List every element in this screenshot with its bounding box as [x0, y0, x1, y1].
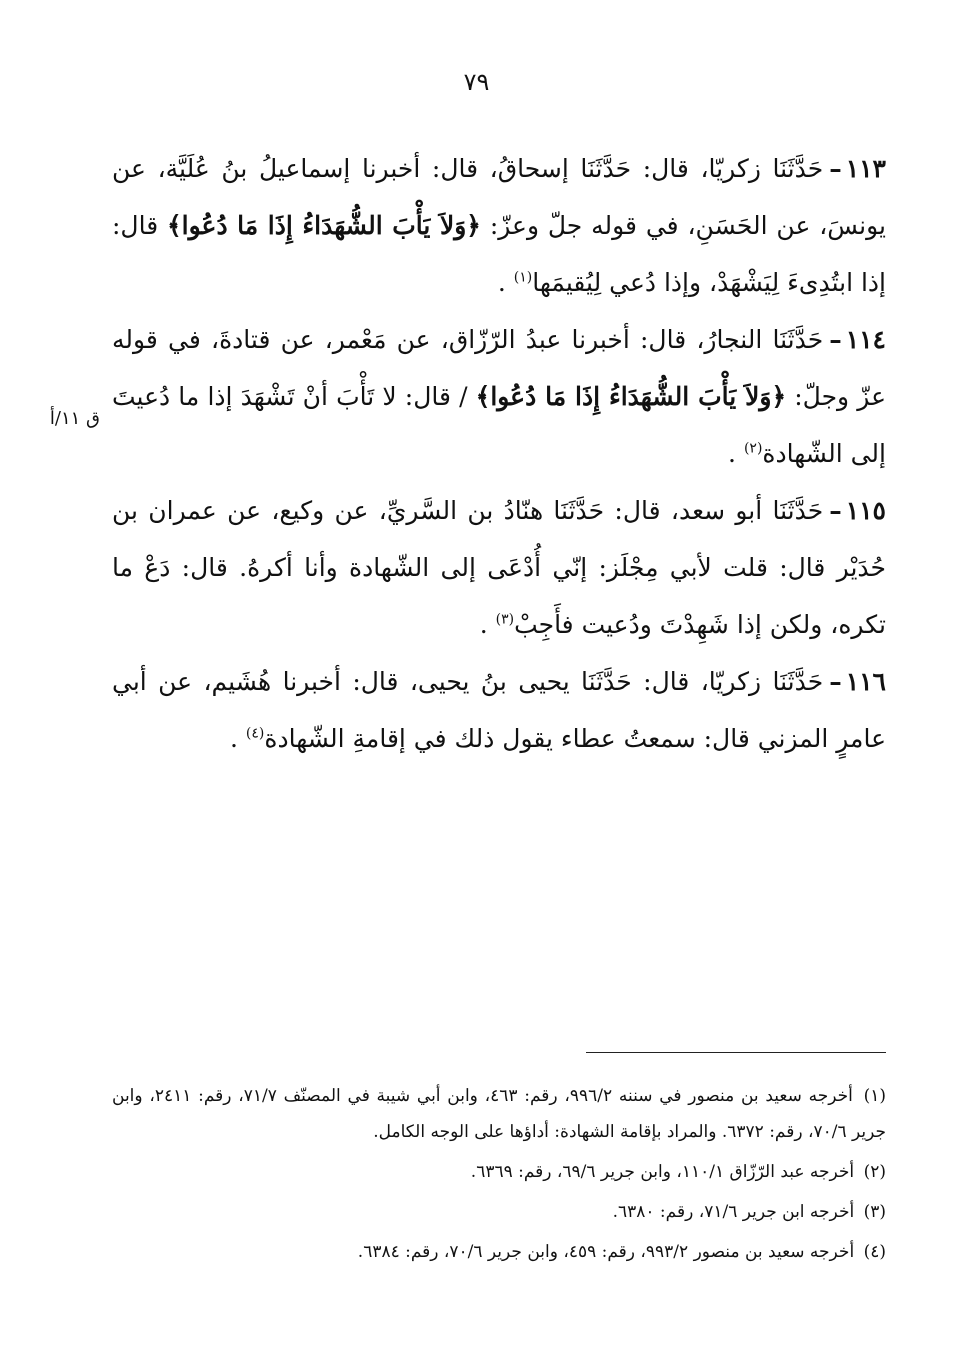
entry-dash: – — [829, 496, 842, 525]
hadith-entry — [112, 482, 886, 653]
footnote — [112, 1154, 886, 1190]
hadith-entry — [112, 140, 886, 311]
entry-text: حَدَّثَنَا النجارُ، قال: أخبرنا عبدُ الرّزّاق، عن مَعْمر، عن قتادةَ، في قوله عزّ وجلّ: — [112, 325, 886, 411]
quran-verse: ﴿وَلاَ يَأْبَ الشُّهَدَاءُ إِذَا مَا دُعُوا﴾ — [167, 211, 481, 240]
footnote-text: أخرجه سعيد بن منصور في سننه ٩٩٦/٢، رقم: ٤٦٣، وابن أبي شيبة في المصنّف ٧١/٧، رقم: ٢٤١١، وابن جرير ٧٠/٦، رقم: ٦٣٧٢. والمراد بإقامة الشهادة: أداؤها على الوجه الكامل. — [112, 1086, 886, 1142]
entry-text: حَدَّثَنَا أبو سعد، قال: حَدَّثَنَا هنّادُ بن السَّريِّ، عن وكيع، عن عمران بن حُدَيْر قال: قلت لأبي مِجْلَز: إنّي أُدْعَى إلى الشّهادة وأنا أكرهُ. قال: دَعْ ما تكره، ولكن إذا شَهِدْتَ ودُعيت فأَجِبْ — [112, 496, 886, 639]
entry-text-continued: / قال: لا تَأْبَ أنْ تَشْهَدَ إذا ما دُعيتَ إلى الشّهادة — [112, 382, 886, 468]
entry-number: ١١٥ — [845, 496, 886, 525]
footnote-number: (٢) — [863, 1162, 886, 1182]
entry-end: . — [497, 268, 506, 297]
footnote-reference[interactable]: (١) — [513, 269, 533, 286]
entry-end: . — [479, 610, 488, 639]
footnote-number: (١) — [863, 1086, 887, 1106]
entry-text: حَدَّثَنَا زكريّا، قال: حَدَّثَنَا يحيى بنُ يحيى، قال: أخبرنا هُشَيم، عن أبي عامرٍ المزني قال: سمعتُ عطاء يقول ذلك في إقامةِ الشّهادة — [112, 667, 886, 753]
entry-number: ١١٤ — [845, 325, 886, 354]
manuscript-folio-note: ق ١١/أ — [49, 408, 100, 429]
page-number: ٧٩ — [463, 68, 490, 96]
footnotes — [112, 1078, 886, 1274]
footnote-reference[interactable]: (٢) — [743, 440, 763, 457]
footnote-reference[interactable]: (٤) — [245, 725, 265, 742]
footnote-text: أخرجه ابن جرير ٧١/٦، رقم: ٦٣٨٠. — [612, 1202, 855, 1222]
footnote-number: (٤) — [863, 1242, 886, 1262]
footnote-reference[interactable]: (٣) — [495, 611, 515, 628]
entry-dash: – — [829, 325, 842, 354]
footnote — [112, 1194, 886, 1230]
footnote-divider — [586, 1052, 886, 1053]
hadith-entry — [112, 311, 886, 482]
entry-number: ١١٦ — [845, 667, 886, 696]
entry-end: . — [229, 724, 238, 753]
footnote — [112, 1234, 886, 1270]
entry-end: . — [728, 439, 736, 468]
footnote-number: (٣) — [863, 1202, 886, 1222]
entry-dash: – — [829, 667, 842, 696]
footnote — [112, 1078, 886, 1150]
hadith-entry — [112, 653, 886, 767]
quran-verse: ﴿وَلاَ يَأْبَ الشُّهَدَاءُ إِذَا مَا دُعُوا﴾ — [475, 382, 787, 411]
footnote-text: أخرجه عبد الرّزّاق ١١٠/١، وابن جرير ٦٩/٦، رقم: ٦٣٦٩. — [470, 1162, 855, 1182]
main-text — [112, 140, 886, 767]
footnote-text: أخرجه سعيد بن منصور ٩٩٣/٢، رقم: ٤٥٩، وابن جرير ٧٠/٦، رقم: ٦٣٨٤. — [357, 1242, 855, 1262]
entry-number: ١١٣ — [845, 154, 886, 183]
entry-text: حَدَّثَنَا زكريّا، قال: حَدَّثَنَا إسحاقُ، قال: أخبرنا إسماعيلُ بنُ عُلَيَّة، عن يونسَ، عن الحَسَنِ، في قوله جلّ وعزّ: — [112, 154, 886, 240]
entry-text-continued: قال: إذا ابتُدِىءَ لِيَشْهَدْ، وإذا دُعي لِيُقيمَها — [112, 211, 886, 297]
entry-dash: – — [829, 154, 842, 183]
